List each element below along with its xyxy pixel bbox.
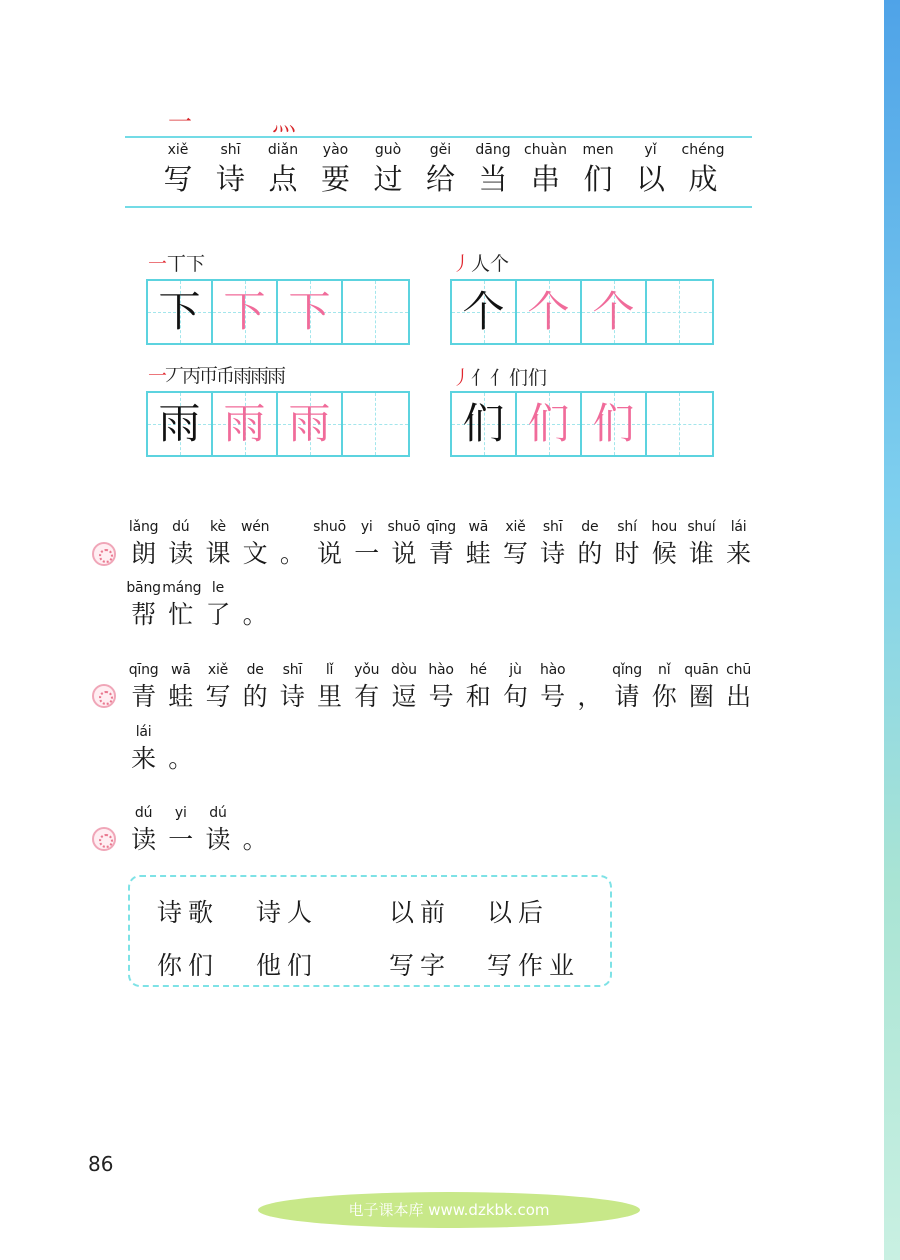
ruby-char xyxy=(497,517,534,571)
ruby-char xyxy=(162,578,202,632)
blank-cell[interactable] xyxy=(647,393,712,455)
ruby-char xyxy=(646,517,683,571)
pinyin: shuí xyxy=(687,519,716,535)
writing-grid-yu xyxy=(146,391,410,457)
ruby-char xyxy=(125,803,162,857)
ruby-char xyxy=(646,660,683,714)
pinyin: wā xyxy=(468,519,489,535)
hanzi: 了 xyxy=(205,600,231,629)
trace-char: 个 xyxy=(527,287,570,336)
hanzi: 成 xyxy=(688,162,718,196)
hanzi: 写 xyxy=(205,682,231,711)
pinyin: hou xyxy=(651,519,678,535)
hanzi: 青 xyxy=(131,682,157,711)
ruby-char xyxy=(460,517,497,571)
task3-line1 xyxy=(125,803,274,857)
hanzi: 读 xyxy=(205,825,231,854)
hanzi: 请 xyxy=(614,682,640,711)
word-item: 写字 xyxy=(389,951,452,980)
pinyin: lái xyxy=(730,519,747,535)
ruby-char xyxy=(125,517,162,571)
pinyin: guò xyxy=(374,142,402,158)
ruby-char xyxy=(199,578,236,632)
pinyin: dòu xyxy=(391,662,417,678)
pinyin xyxy=(274,517,311,537)
hanzi: 说 xyxy=(391,539,417,568)
word-item: 写作业 xyxy=(487,951,581,980)
ruby-char xyxy=(571,517,608,571)
pinyin: lái xyxy=(135,724,152,740)
pinyin: xiě xyxy=(505,519,526,535)
vocab-word xyxy=(415,140,467,198)
stroke-order-ge: 丿人个 xyxy=(452,253,510,275)
ruby-char xyxy=(348,660,385,714)
hanzi: 你 xyxy=(651,682,677,711)
pinyin: chéng xyxy=(681,142,725,158)
hanzi: ， xyxy=(577,682,603,711)
vocab-word xyxy=(310,140,362,198)
hanzi: 要 xyxy=(320,162,350,196)
ruby-char xyxy=(274,517,311,571)
stroke-order-men: 丿亻亻们们 xyxy=(452,367,548,389)
pinyin: le xyxy=(211,580,225,596)
hanzi: 朗 xyxy=(131,539,157,568)
ruby-char xyxy=(162,722,199,776)
ruby-char xyxy=(534,517,571,571)
hanzi: 写 xyxy=(502,539,528,568)
pinyin: hào xyxy=(428,662,454,678)
ruby-char xyxy=(385,660,422,714)
stroke-order-yu: 一丆丙帀币雨雨雨 xyxy=(148,365,285,387)
pinyin: lǎng xyxy=(128,519,159,535)
hanzi: 读 xyxy=(168,539,194,568)
hanzi: 一 xyxy=(168,825,194,854)
ruby-char xyxy=(571,660,608,714)
hanzi: 来 xyxy=(726,539,752,568)
vocab-word xyxy=(520,140,572,198)
hanzi: 诗 xyxy=(279,682,305,711)
hanzi: 出 xyxy=(726,682,752,711)
hanzi: 号 xyxy=(540,682,566,711)
ruby-char xyxy=(311,660,348,714)
model-char: 个 xyxy=(462,287,505,336)
word-item: 以前 xyxy=(389,898,452,927)
ruby-char xyxy=(348,517,385,571)
trace-char: 雨 xyxy=(223,399,266,448)
word-item: 你们 xyxy=(157,951,220,980)
hanzi: 当 xyxy=(478,162,508,196)
pinyin: shī xyxy=(282,662,303,678)
word-item: 他们 xyxy=(256,951,319,980)
vocab-word xyxy=(625,140,677,198)
writing-grid-ge xyxy=(450,279,714,345)
ruby-char xyxy=(311,517,348,571)
blank-cell[interactable] xyxy=(343,281,408,343)
ruby-char xyxy=(125,660,162,714)
pinyin: wā xyxy=(170,662,191,678)
pinyin: de xyxy=(246,662,264,678)
pinyin xyxy=(237,803,274,823)
ruby-char xyxy=(720,660,757,714)
pinyin: de xyxy=(581,519,599,535)
top-fragment: 灬 xyxy=(272,108,296,136)
page-number: 86 xyxy=(88,1152,114,1176)
pinyin: qīng xyxy=(426,519,456,535)
hanzi: 逗 xyxy=(391,682,417,711)
task-badge-icon xyxy=(92,827,116,851)
hanzi: 来 xyxy=(131,744,157,773)
hanzi: 。 xyxy=(279,539,305,568)
pinyin: quān xyxy=(684,662,719,678)
ruby-char xyxy=(460,660,497,714)
hanzi: 圈 xyxy=(688,682,714,711)
hanzi: 号 xyxy=(428,682,454,711)
pinyin xyxy=(237,578,274,598)
pinyin: dú xyxy=(209,805,227,821)
vocab-word xyxy=(257,140,309,198)
vocab-top-line xyxy=(125,136,752,138)
hanzi: 句 xyxy=(502,682,528,711)
hanzi: 蛙 xyxy=(465,539,491,568)
ruby-char xyxy=(497,660,534,714)
ruby-char xyxy=(125,578,162,632)
trace-char: 们 xyxy=(527,399,570,448)
task-badge-icon xyxy=(92,684,116,708)
word-item: 以后 xyxy=(487,898,550,927)
pinyin: gěi xyxy=(429,142,452,158)
ruby-char xyxy=(162,803,199,857)
page-edge-decoration xyxy=(884,0,900,1260)
hanzi: 忙 xyxy=(168,600,194,629)
pinyin: jù xyxy=(509,662,522,678)
hanzi: 课 xyxy=(205,539,231,568)
ruby-char xyxy=(274,660,311,714)
writing-grid-men xyxy=(450,391,714,457)
ruby-char xyxy=(237,517,274,571)
ruby-char xyxy=(423,517,460,571)
ruby-char xyxy=(683,517,720,571)
pinyin: chuàn xyxy=(524,142,567,158)
task-badge-icon xyxy=(92,542,116,566)
pinyin: yǒu xyxy=(354,662,380,678)
ruby-char xyxy=(720,517,757,571)
word-item: 诗歌 xyxy=(157,898,220,927)
vocab-word xyxy=(467,140,519,198)
pinyin: dāng xyxy=(475,142,511,158)
hanzi: 蛙 xyxy=(168,682,194,711)
hanzi: 。 xyxy=(242,600,268,629)
model-char: 下 xyxy=(158,287,201,336)
pinyin: hé xyxy=(469,662,487,678)
ruby-char xyxy=(608,660,645,714)
pinyin xyxy=(162,722,199,742)
ruby-char xyxy=(199,517,236,571)
blank-cell[interactable] xyxy=(343,393,408,455)
vocab-word xyxy=(205,140,257,198)
pinyin: hào xyxy=(539,662,566,678)
hanzi: 的 xyxy=(242,682,268,711)
pinyin: qǐng xyxy=(612,662,642,678)
vocab-row xyxy=(125,140,752,206)
pinyin: xiě xyxy=(207,662,229,678)
footer-banner[interactable] xyxy=(258,1192,640,1228)
vocab-word xyxy=(362,140,414,198)
hanzi: 一 xyxy=(354,539,380,568)
hanzi: 过 xyxy=(373,162,403,196)
hanzi: 点 xyxy=(268,162,298,196)
vocab-word xyxy=(152,140,204,198)
hanzi: 读 xyxy=(131,825,157,854)
hanzi: 诗 xyxy=(215,162,245,196)
pinyin: lǐ xyxy=(325,662,334,678)
pinyin: wén xyxy=(240,519,270,535)
hanzi: 的 xyxy=(577,539,603,568)
pinyin: diǎn xyxy=(267,142,299,158)
hanzi: 。 xyxy=(242,825,268,854)
trace-char: 下 xyxy=(223,287,266,336)
pinyin: bāng xyxy=(126,580,161,596)
ruby-char xyxy=(534,660,571,714)
pinyin: yǐ xyxy=(644,142,657,158)
hanzi: 。 xyxy=(168,744,194,773)
pinyin: chū xyxy=(726,662,752,678)
hanzi: 诗 xyxy=(540,539,566,568)
model-char: 们 xyxy=(462,399,505,448)
pinyin: men xyxy=(582,142,614,158)
trace-char: 个 xyxy=(592,287,635,336)
task2-line1 xyxy=(125,660,757,714)
ruby-char xyxy=(683,660,720,714)
pinyin: yi xyxy=(174,805,187,821)
pinyin: shuō xyxy=(387,519,421,535)
task1-line1 xyxy=(125,517,757,571)
stroke-order-xia: 一丅下 xyxy=(148,253,206,275)
ruby-char xyxy=(162,660,199,714)
pinyin: kè xyxy=(210,519,226,535)
ruby-char xyxy=(237,803,274,857)
hanzi: 谁 xyxy=(688,539,714,568)
pinyin: shī xyxy=(542,519,563,535)
hanzi: 和 xyxy=(465,682,491,711)
pinyin: máng xyxy=(162,580,202,596)
hanzi: 时 xyxy=(614,539,640,568)
trace-char: 雨 xyxy=(288,399,331,448)
pinyin: xiě xyxy=(167,142,189,158)
pinyin: dú xyxy=(134,805,153,821)
hanzi: 里 xyxy=(317,682,343,711)
ruby-char xyxy=(162,517,199,571)
ruby-char xyxy=(237,578,274,632)
pinyin: shí xyxy=(617,519,637,535)
top-fragment: 一 xyxy=(168,108,192,136)
pinyin: yào xyxy=(322,142,349,158)
pinyin: qīng xyxy=(128,662,159,678)
vocab-bottom-line xyxy=(125,206,752,208)
hanzi: 帮 xyxy=(131,600,157,629)
task2-line2 xyxy=(125,722,199,776)
hanzi: 说 xyxy=(317,539,343,568)
hanzi: 串 xyxy=(530,162,560,196)
writing-grid-xia xyxy=(146,279,410,345)
footer-text: 电子课本库 www.dzkbk.com xyxy=(348,1201,550,1219)
ruby-char xyxy=(125,722,162,776)
vocab-word xyxy=(572,140,624,198)
ruby-char xyxy=(423,660,460,714)
vocab-word xyxy=(677,140,729,198)
task1-line2 xyxy=(125,578,274,632)
pinyin: shuō xyxy=(313,519,346,535)
pinyin: nǐ xyxy=(658,662,671,678)
word-item: 诗人 xyxy=(256,898,319,927)
hanzi: 写 xyxy=(163,162,193,196)
hanzi: 以 xyxy=(635,162,665,196)
hanzi: 文 xyxy=(242,539,268,568)
pinyin: shī xyxy=(220,142,241,158)
hanzi: 有 xyxy=(354,682,380,711)
hanzi: 青 xyxy=(428,539,454,568)
ruby-char xyxy=(237,660,274,714)
hanzi: 候 xyxy=(651,539,677,568)
pinyin xyxy=(571,660,608,680)
model-char: 雨 xyxy=(158,399,201,448)
hanzi: 们 xyxy=(583,162,613,196)
ruby-char xyxy=(385,517,422,571)
pinyin: yi xyxy=(360,519,373,535)
blank-cell[interactable] xyxy=(647,281,712,343)
ruby-char xyxy=(608,517,645,571)
trace-char: 们 xyxy=(592,399,635,448)
ruby-char xyxy=(199,803,236,857)
hanzi: 给 xyxy=(425,162,455,196)
ruby-char xyxy=(199,660,236,714)
pinyin: dú xyxy=(172,519,190,535)
trace-char: 下 xyxy=(288,287,331,336)
